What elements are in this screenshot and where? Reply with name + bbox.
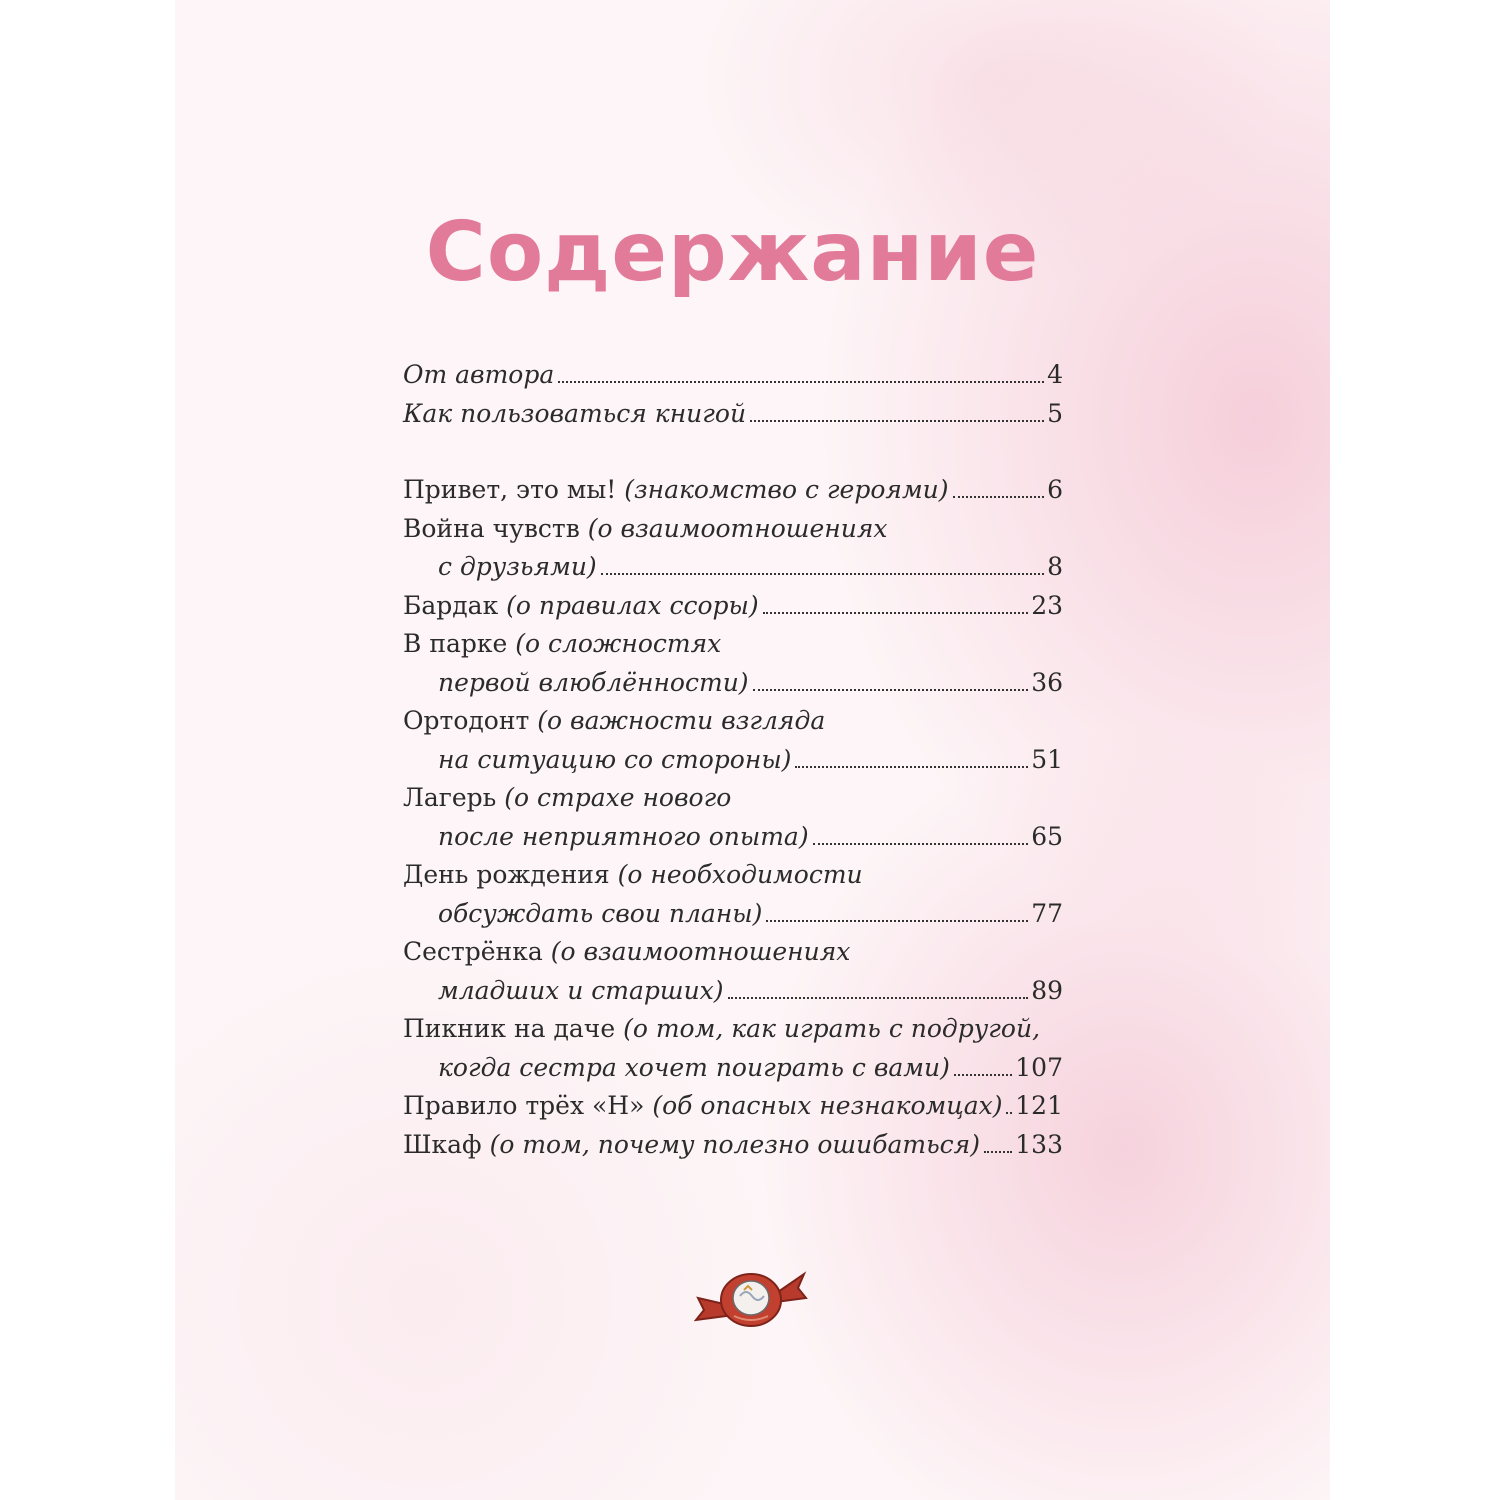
toc-entry-continuation[interactable] <box>403 1053 1063 1092</box>
toc-page-number: 51 <box>1031 744 1063 774</box>
toc-page-number: 36 <box>1031 667 1063 697</box>
toc-page-number: 65 <box>1031 821 1063 851</box>
toc-entry-continuation[interactable] <box>403 668 1063 707</box>
toc-page-number: 121 <box>1015 1091 1063 1120</box>
toc-entry-title: Бардак <box>403 590 499 620</box>
toc-entry-title: Привет, это мы! <box>403 475 617 504</box>
toc-entry[interactable] <box>403 1091 1063 1130</box>
toc-entry-title: В парке <box>403 629 508 658</box>
toc-page-number: 8 <box>1047 552 1063 581</box>
toc-entry-title: Правило трёх «Н» <box>403 1091 645 1120</box>
dot-leader <box>813 843 1029 845</box>
toc-entry-continuation[interactable] <box>403 745 1063 784</box>
table-of-contents <box>403 360 1063 1168</box>
toc-entry-subtitle: когда сестра хочет поиграть с вами) <box>438 1052 950 1082</box>
toc-entry-title: Шкаф <box>403 1129 482 1159</box>
toc-entry[interactable] <box>403 706 1063 745</box>
toc-entry-continuation[interactable] <box>403 899 1063 938</box>
toc-entry[interactable] <box>403 1130 1063 1169</box>
toc-entry-subtitle: (о правилах ссоры) <box>506 590 759 620</box>
toc-entry-title: День рождения <box>403 860 610 889</box>
toc-entry-continuation[interactable] <box>403 822 1063 861</box>
dot-leader <box>750 420 1044 422</box>
toc-entry[interactable] <box>403 360 1063 399</box>
toc-entry-subtitle: От автора <box>403 360 555 389</box>
toc-entry-subtitle: на ситуацию со стороны) <box>438 744 792 774</box>
toc-entry-subtitle: первой влюблённости) <box>438 667 749 697</box>
toc-entry-subtitle: после неприятного опыта) <box>438 821 809 851</box>
toc-entry-subtitle: (о том, как играть с подругой, <box>623 1014 1041 1043</box>
toc-entry-title: Сестрёнка <box>403 937 543 966</box>
toc-entry[interactable] <box>403 783 1063 822</box>
toc-entry-title: Ортодонт <box>403 706 530 735</box>
dot-leader <box>1006 1112 1012 1114</box>
toc-page-number: 107 <box>1015 1052 1063 1082</box>
toc-entry[interactable] <box>403 399 1063 438</box>
toc-entry-subtitle: (о сложностях <box>515 629 722 658</box>
toc-entry-title: Война чувств <box>403 513 580 543</box>
dot-leader <box>953 496 1045 498</box>
dot-leader <box>601 573 1044 575</box>
toc-entry-subtitle: (об опасных незнакомцах) <box>652 1091 1003 1120</box>
toc-entry-subtitle: (о взаимоотношениях <box>587 513 888 543</box>
toc-entry[interactable] <box>403 475 1063 514</box>
toc-entry-continuation[interactable] <box>403 552 1063 591</box>
toc-entry-title: Пикник на даче <box>403 1014 616 1043</box>
dot-leader <box>728 997 1029 999</box>
toc-entry[interactable] <box>403 937 1063 976</box>
toc-entry[interactable] <box>403 629 1063 668</box>
toc-entry[interactable] <box>403 591 1063 630</box>
toc-entry-title: Лагерь <box>403 783 497 812</box>
dot-leader <box>753 689 1029 691</box>
toc-entry-subtitle: (знакомство с героями) <box>624 475 949 504</box>
toc-entry-subtitle: Как пользоваться книгой <box>403 398 747 428</box>
toc-entry-continuation[interactable] <box>403 976 1063 1015</box>
page-title: Содержание <box>425 205 1040 300</box>
dot-leader <box>984 1151 1012 1153</box>
toc-page-number: 5 <box>1047 398 1063 428</box>
toc-page-number: 133 <box>1015 1129 1063 1159</box>
toc-entry-subtitle: (о важности взгляда <box>537 706 826 735</box>
toc-entry[interactable] <box>403 860 1063 899</box>
toc-entry-subtitle: (о том, почему полезно ошибаться) <box>489 1129 980 1159</box>
toc-page-number: 89 <box>1031 975 1063 1005</box>
toc-entry-subtitle: с друзьями) <box>438 552 597 581</box>
toc-entry[interactable] <box>403 514 1063 553</box>
toc-page-number: 23 <box>1031 590 1063 620</box>
toc-page-number: 6 <box>1047 475 1063 504</box>
dot-leader <box>763 612 1029 614</box>
toc-entry-subtitle: обсуждать свои планы) <box>438 898 763 928</box>
dot-leader <box>795 766 1028 768</box>
toc-entry[interactable] <box>403 1014 1063 1053</box>
candy-icon <box>694 1262 808 1334</box>
dot-leader <box>766 920 1028 922</box>
toc-entry-subtitle: (о необходимости <box>617 860 863 889</box>
toc-entry-subtitle: младших и старших) <box>438 975 724 1005</box>
dot-leader <box>558 381 1044 383</box>
dot-leader <box>954 1074 1012 1076</box>
toc-page-number: 4 <box>1047 360 1063 389</box>
toc-entry-subtitle: (о взаимоотношениях <box>550 937 851 966</box>
toc-page-number: 77 <box>1031 898 1063 928</box>
toc-entry-subtitle: (о страхе нового <box>504 783 732 812</box>
